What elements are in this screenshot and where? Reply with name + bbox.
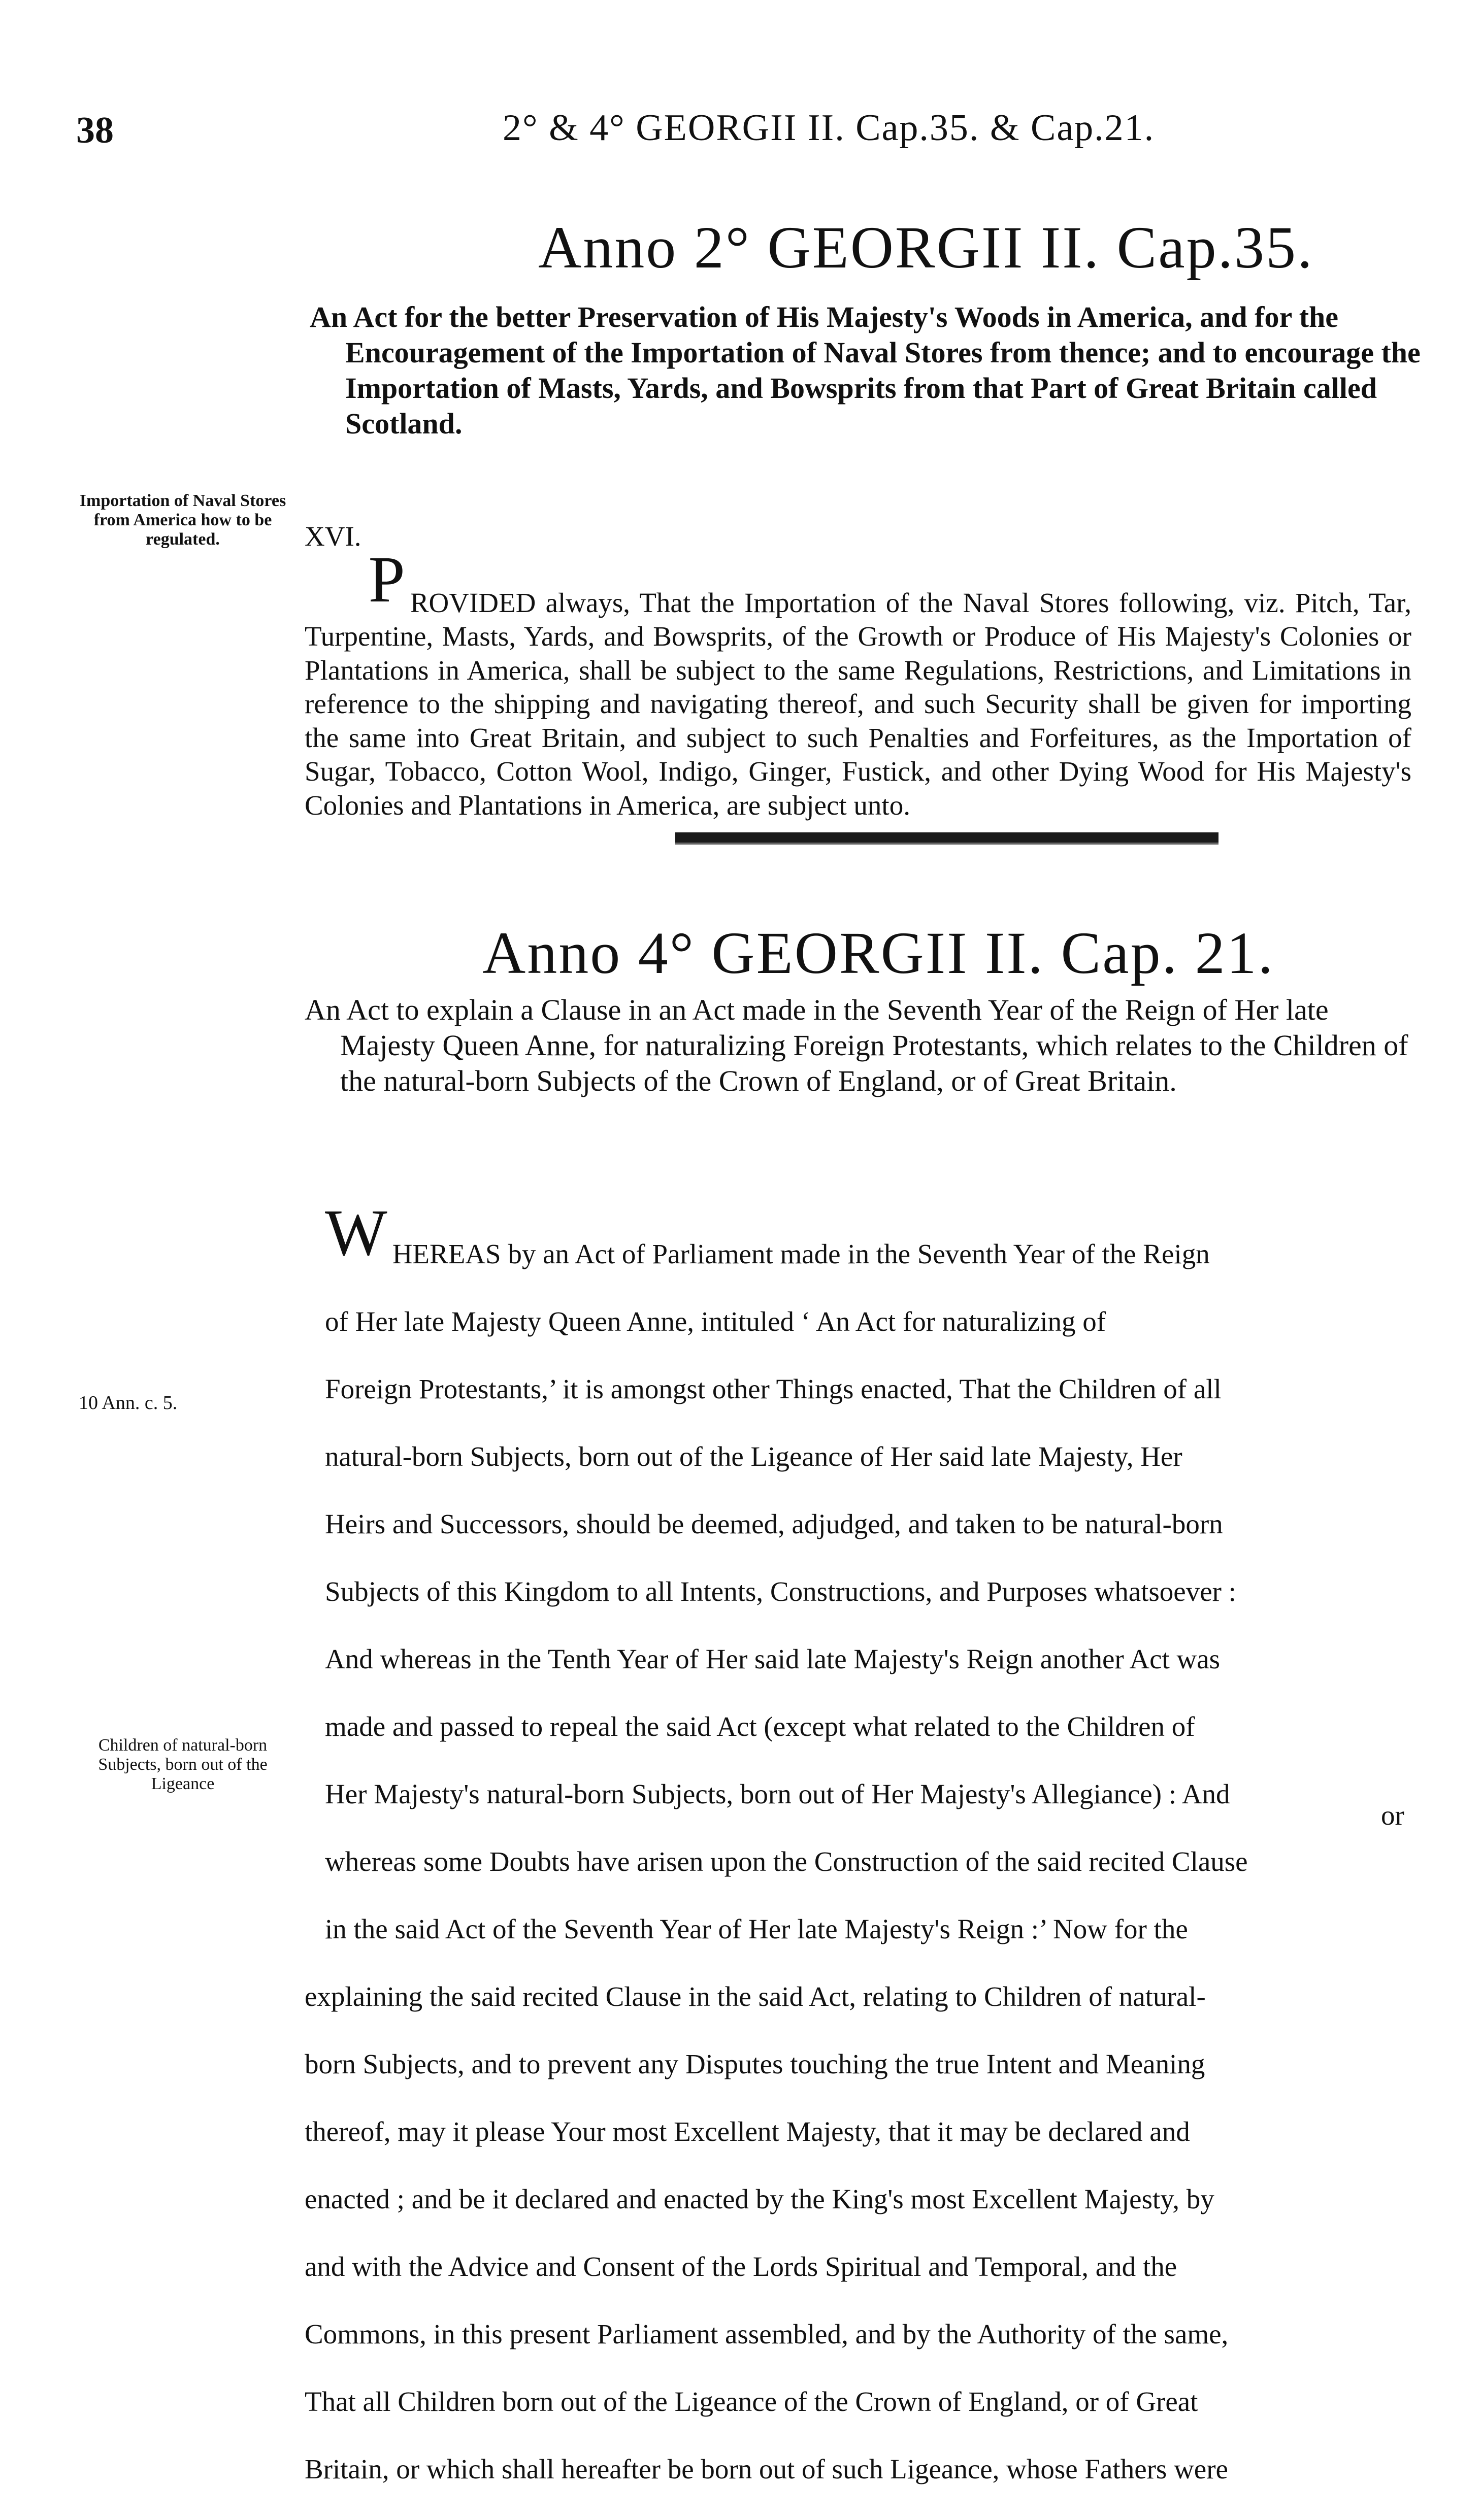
act2-body-line: thereof, may it please Your most Excellent Majesty, that it may be declared and	[305, 2116, 1190, 2147]
act2-drop-cap: W	[325, 1196, 387, 1269]
act2-body-line: Heirs and Successors, should be deemed, adjudged, and taken to be natural-born	[325, 1508, 1223, 1539]
act2-body-line: and with the Advice and Consent of the Lords Spiritual and Temporal, and the	[305, 2251, 1177, 2282]
act2-body-line: in the said Act of the Seventh Year of Her late Majesty's Reign :’ Now for the	[325, 1913, 1188, 1944]
act2-body-line: whereas some Doubts have arisen upon the Construction of the said recited Clause	[325, 1846, 1248, 1877]
act2-body-line: made and passed to repeal the said Act (except what related to the Children of	[325, 1711, 1195, 1742]
act2-margin-note-citation: 10 Ann. c. 5.	[79, 1392, 178, 1414]
act2-body-line: Britain, or which shall hereafter be born out of such Ligeance, whose Fathers were	[305, 2454, 1228, 2484]
act1-body-text: ROVIDED always, That the Importation of the Naval Stores following, viz. Pitch, Tar, Turpentine, Masts, Yards, and Bowsprits, of the Growth or Produce of His Majesty's Colonies or Plantations in America, shall be subject to the same Regulations, Restrictions, and Limitations in reference to the shipping and navigating thereof, and such Security shall be given for importing the same into Great Britain, and subject to such Penalties and Forfeitures, as the Importation of Sugar, Tobacco, Cotton Wool, Indigo, Ginger, Fustick, and other Dying Wood for His Majesty's Colonies and Plantations in America, are subject unto.	[305, 587, 1411, 821]
act2-margin-note-children: Children of natural-born Subjects, born out of the Ligeance	[98, 1736, 268, 1793]
act2-body-line: Commons, in this present Parliament assembled, and by the Authority of the same,	[305, 2319, 1229, 2349]
act1-body	[305, 485, 1411, 822]
act2-body-line: Subjects of this Kingdom to all Intents, Constructions, and Purposes whatsoever :	[325, 1576, 1236, 1607]
act2-body-line: HEREAS by an Act of Parliament made in the Seventh Year of the Reign	[392, 1238, 1210, 1269]
act1-section-number: XVI.	[305, 520, 361, 552]
act2-body-line: That all Children born out of the Ligeance of the Crown of England, or of Great	[305, 2386, 1198, 2417]
act2-body-line: of Her late Majesty Queen Anne, intituled ‘ An Act for naturalizing of	[325, 1306, 1106, 1337]
act2-body-line: natural-born Subjects, born out of the Ligeance of Her said late Majesty, Her	[325, 1441, 1182, 1472]
act1-title: An Act for the better Preservation of His Majesty's Woods in America, and for the Encouragement of the Importation of Naval Stores from thence; and to encourage the Importation of Masts, Yards, and Bowsprits from that Part of Great Britain called Scotland.	[310, 300, 1421, 440]
act2-title: An Act to explain a Clause in an Act made in the Seventh Year of the Reign of Her late Majesty Queen Anne, for naturalizing Foreign Protestants, which relates to the Children of the natural-born Subjects of the Crown of England, or of Great Britain.	[305, 993, 1408, 1097]
act2-body-line: And whereas in the Tenth Year of Her said late Majesty's Reign another Act was	[325, 1643, 1221, 1674]
running-head: 2° & 4° GEORGII II. Cap.35. & Cap.21.	[503, 107, 1155, 149]
section-divider-rule	[675, 832, 1218, 845]
act2-body-line: explaining the said recited Clause in the said Act, relating to Children of natural-	[305, 1981, 1206, 2012]
act2-body-line: born Subjects, and to prevent any Disputes touching the true Intent and Meaning	[305, 2048, 1205, 2079]
act2-body	[305, 1170, 1411, 2520]
act1-margin-note: Importation of Naval Stores from America how to be regulated.	[79, 491, 286, 549]
act2-body-line: Foreign Protestants,’ it is amongst other Things enacted, That the Children of all	[325, 1373, 1222, 1404]
act1-drop-cap: P	[368, 543, 405, 616]
catchword: or	[1381, 1800, 1404, 1831]
act1-heading: Anno 2° GEORGII II. Cap.35.	[538, 214, 1314, 281]
act2-body-line: enacted ; and be it declared and enacted by the King's most Excellent Majesty, by	[305, 2183, 1214, 2214]
act2-heading: Anno 4° GEORGII II. Cap. 21.	[482, 920, 1275, 986]
act2-body-line: Her Majesty's natural-born Subjects, born out of Her Majesty's Allegiance) : And	[325, 1778, 1230, 1809]
page-number: 38	[76, 110, 114, 151]
